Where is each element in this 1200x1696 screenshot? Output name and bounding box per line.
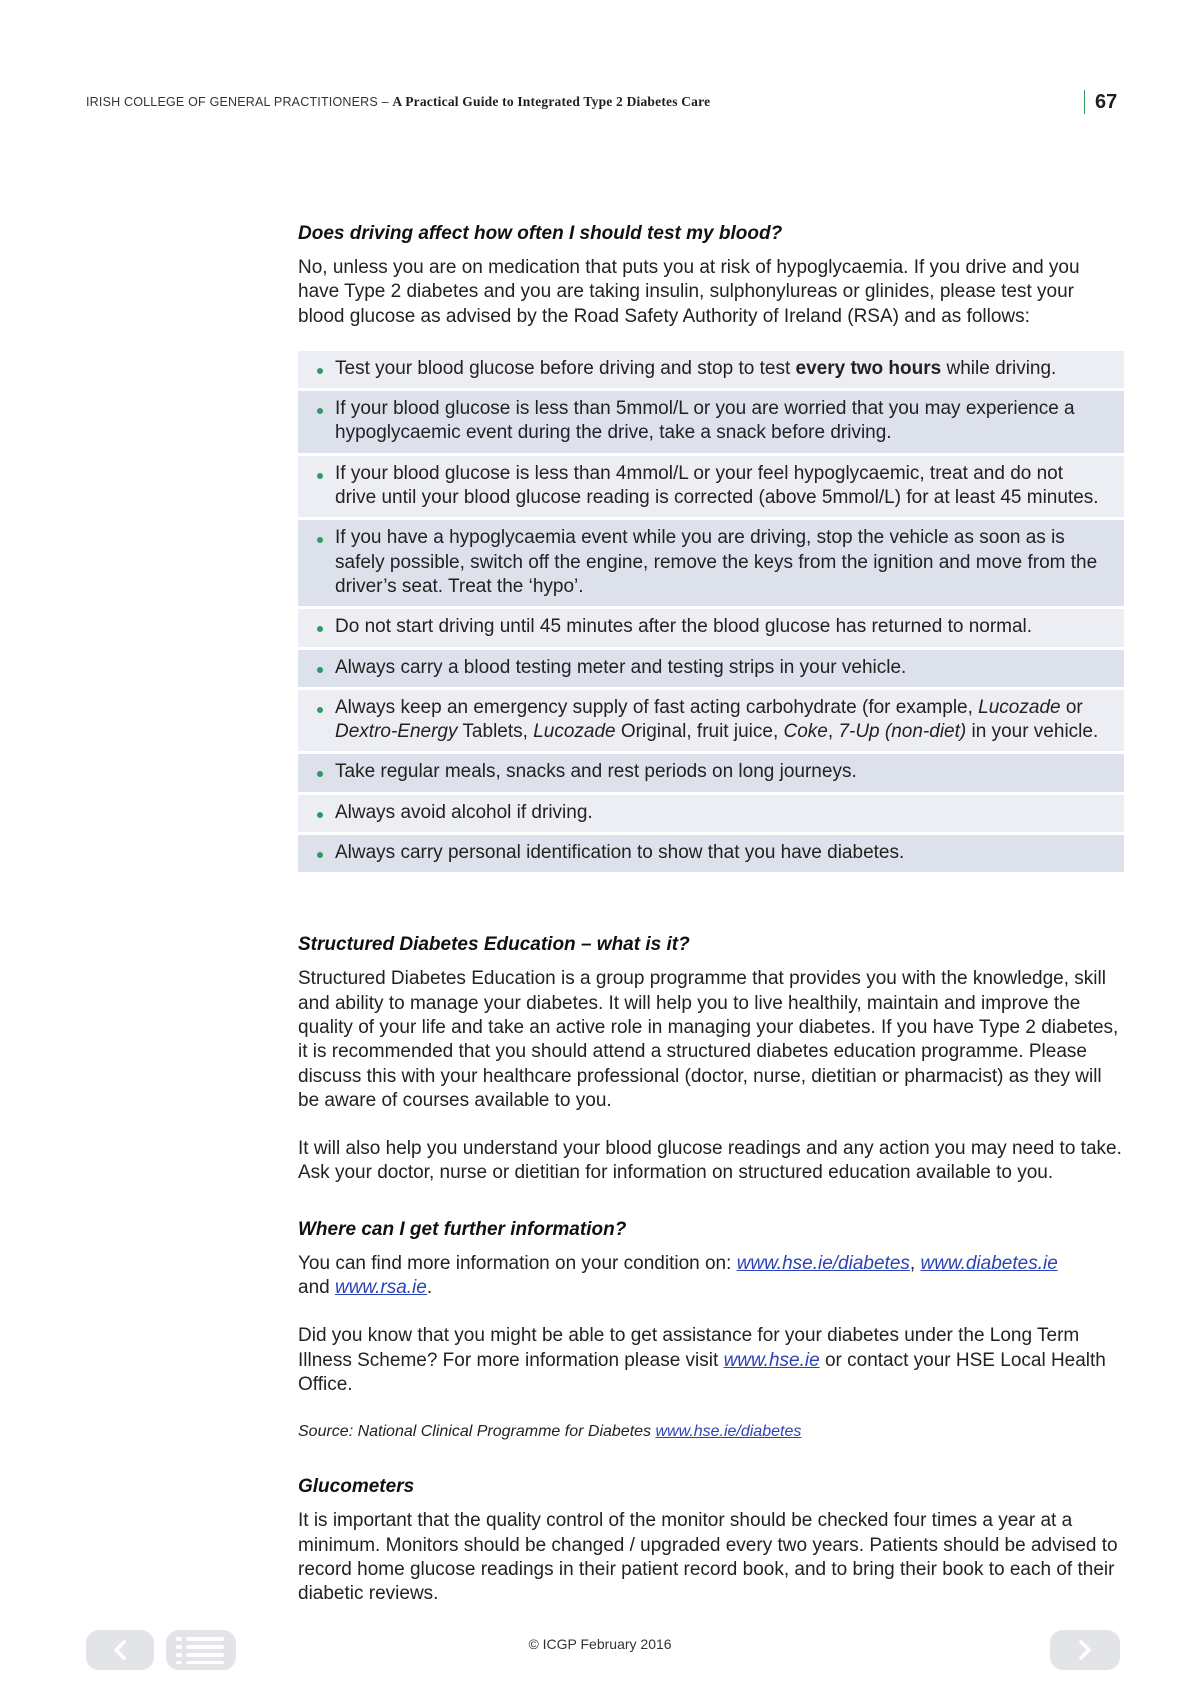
previous-page-button[interactable] bbox=[86, 1630, 154, 1670]
brand-name: 7-Up (non-diet) bbox=[838, 721, 967, 743]
bullet-icon bbox=[317, 368, 323, 374]
header-org: IRISH COLLEGE OF GENERAL PRACTITIONERS bbox=[86, 95, 378, 109]
brand-name: Dextro-Energy bbox=[335, 721, 458, 743]
paragraph-text: or contact your HSE Local Health Office. bbox=[298, 1349, 1106, 1395]
footer-copyright: © ICGP February 2016 bbox=[528, 1636, 672, 1652]
list-item bbox=[298, 795, 1124, 832]
page-number: 67 bbox=[1084, 90, 1117, 114]
item-text: Always keep an emergency supply of fast acting carbohydrate (for example, bbox=[335, 696, 979, 718]
table-of-contents-button[interactable] bbox=[166, 1630, 236, 1670]
list-item bbox=[298, 835, 1124, 872]
next-page-button[interactable] bbox=[1050, 1630, 1120, 1670]
paragraph-text: You can find more information on your condition on: bbox=[298, 1252, 737, 1274]
brand-name: Coke bbox=[783, 721, 828, 743]
item-text: Test your blood glucose before driving and stop to test bbox=[335, 357, 796, 379]
bullet-icon bbox=[317, 667, 323, 673]
item-text: Always carry personal identification to show that you have diabetes. bbox=[335, 842, 905, 864]
further-info-paragraph-1 bbox=[298, 1252, 1124, 1301]
bullet-icon bbox=[317, 852, 323, 858]
paragraph-text: . bbox=[426, 1277, 433, 1299]
link-diabetes-ie[interactable]: www.diabetes.ie bbox=[920, 1252, 1058, 1274]
chevron-right-icon bbox=[1076, 1639, 1094, 1661]
paragraph-text: and bbox=[298, 1277, 335, 1299]
glucometers-paragraph: It is important that the quality control of the monitor should be checked four times a year at a minimum. Monitors should be changed / upgraded every two years. Patients should be advised to record home glucose readings in their patient record book, and to bring their book to each of their diabetic reviews. bbox=[298, 1510, 1118, 1605]
link-source-hse-diabetes[interactable]: www.hse.ie/diabetes bbox=[655, 1423, 802, 1441]
item-text: Always avoid alcohol if driving. bbox=[335, 801, 593, 823]
bullet-icon bbox=[317, 707, 323, 713]
item-text: If your blood glucose is less than 4mmol/L or your feel hypoglycaemic, treat and do not drive until your blood glucose reading is corrected (above 5mmol/L) for at least 45 minutes. bbox=[335, 462, 1099, 509]
bullet-icon bbox=[317, 537, 323, 543]
bullet-icon bbox=[317, 771, 323, 777]
education-paragraph-2: It will also help you understand your blood glucose readings and any action you may need to take. Ask your doctor, nurse or dietitian for information on structured education available to you. bbox=[298, 1138, 1122, 1184]
item-text: Take regular meals, snacks and rest periods on long journeys. bbox=[335, 761, 857, 783]
link-rsa[interactable]: www.rsa.ie bbox=[334, 1277, 427, 1299]
further-info-paragraph-2 bbox=[298, 1324, 1124, 1397]
running-header bbox=[86, 94, 1122, 110]
list-item bbox=[298, 650, 1124, 687]
list-item bbox=[298, 520, 1124, 606]
driving-heading: Does driving affect how often I should test my blood? bbox=[298, 223, 783, 244]
item-text: Original, fruit juice, bbox=[615, 721, 784, 743]
further-info-heading: Where can I get further information? bbox=[298, 1218, 627, 1240]
link-hse[interactable]: www.hse.ie bbox=[723, 1349, 820, 1371]
page-content bbox=[298, 222, 1124, 1606]
source-citation bbox=[298, 1421, 1124, 1443]
header-separator: – bbox=[377, 95, 393, 109]
bullet-icon bbox=[317, 408, 323, 414]
source-text: Source: National Clinical Programme for Diabetes bbox=[298, 1423, 656, 1441]
list-item bbox=[298, 609, 1124, 646]
education-paragraph-1: Structured Diabetes Education is a group programme that provides you with the knowledge, skill and ability to manage your diabetes. It will help you to live healthily, maintain and improve the quality of your life and take an active role in managing your diabetes. If you have Type 2 diabetes, it is recommended that you should attend a structured diabetes education programme. Please discuss this with your healthcare professional (doctor, nurse, dietitian or pharmacist) as they will be aware of courses available to you. bbox=[298, 968, 1119, 1111]
bullet-icon bbox=[317, 473, 323, 479]
paragraph-text: , bbox=[909, 1252, 921, 1274]
item-text: , bbox=[827, 721, 839, 743]
item-text: while driving. bbox=[941, 357, 1057, 379]
chevron-left-icon bbox=[111, 1639, 129, 1661]
item-text: in your vehicle. bbox=[966, 721, 1099, 743]
list-icon bbox=[174, 1634, 228, 1666]
list-item bbox=[298, 391, 1124, 453]
item-emphasis: every two hours bbox=[795, 357, 942, 379]
paragraph-text: Did you know that you might be able to get assistance for your diabetes under the Long Term Illness Scheme? For more information please visit bbox=[298, 1325, 1080, 1371]
item-text: Tablets, bbox=[457, 721, 534, 743]
item-text: If your blood glucose is less than 5mmol/L or you are worried that you may experience a hypoglycaemic event during the drive, take a snack before driving. bbox=[335, 398, 1075, 444]
glucometers-heading: Glucometers bbox=[298, 1476, 415, 1498]
brand-name: Lucozade bbox=[533, 721, 616, 743]
list-item bbox=[298, 351, 1124, 388]
education-heading: Structured Diabetes Education – what is it? bbox=[298, 934, 690, 956]
brand-name: Lucozade bbox=[978, 696, 1061, 718]
driving-intro: No, unless you are on medication that puts you at risk of hypoglycaemia. If you drive and you have Type 2 diabetes and you are taking insulin, sulphonylureas or glinides, please test your blood glucose as advised by the Road Safety Authority of Ireland (RSA) and as follows: bbox=[298, 257, 1080, 327]
list-item bbox=[298, 456, 1124, 518]
item-text: Always carry a blood testing meter and testing strips in your vehicle. bbox=[335, 656, 907, 678]
bullet-icon bbox=[317, 812, 323, 818]
list-item bbox=[298, 754, 1124, 791]
driving-advice-list bbox=[298, 351, 1124, 872]
bullet-icon bbox=[317, 626, 323, 632]
header-guide-title: A Practical Guide to Integrated Type 2 Diabetes Care bbox=[392, 94, 711, 109]
item-text: Do not start driving until 45 minutes after the blood glucose has returned to normal. bbox=[335, 616, 1033, 638]
link-hse-diabetes[interactable]: www.hse.ie/diabetes bbox=[736, 1252, 910, 1274]
item-text: or bbox=[1060, 696, 1083, 718]
list-item bbox=[298, 690, 1124, 752]
item-text: If you have a hypoglycaemia event while you are driving, stop the vehicle as soon as is safely possible, switch off the engine, remove the keys from the ignition and move from the driver’s seat. Treat the ‘hypo’. bbox=[335, 527, 1098, 597]
